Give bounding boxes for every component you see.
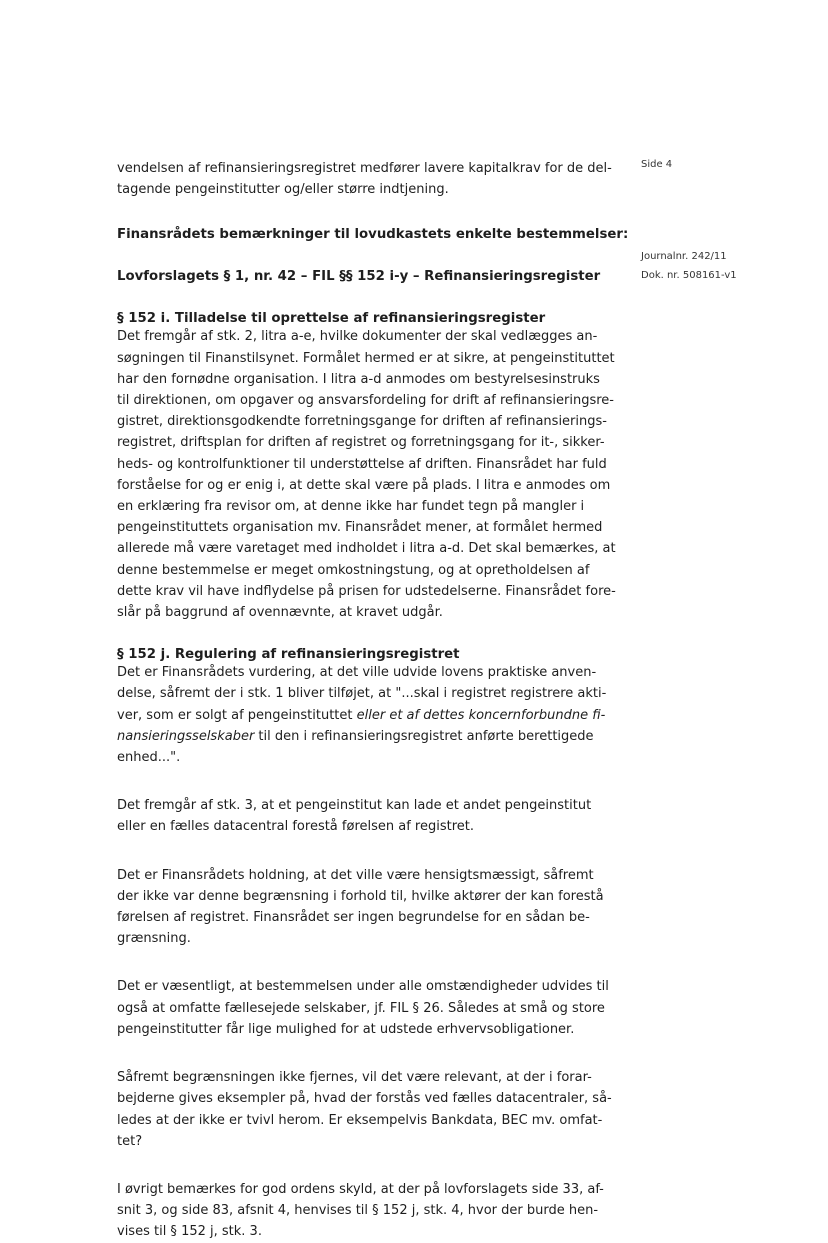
text-line: I øvrigt bemærkes for god ordens skyld, at der på lovforslagets side 33, af- bbox=[117, 1181, 604, 1197]
section-152j-title: § 152 j. Regulering af refinansieringsregistret bbox=[117, 647, 460, 663]
text-line: allerede må være varetaget med indholdet i litra a-d. Det skal bemærkes, at bbox=[117, 541, 616, 557]
section-152j-paragraph-4 bbox=[117, 976, 607, 1040]
italic-quote: eller et af dettes koncernforbundne fi- bbox=[356, 707, 606, 723]
document-body bbox=[117, 158, 629, 1243]
text-line: tet? bbox=[117, 1133, 143, 1149]
section-152j-paragraph-6 bbox=[117, 1179, 607, 1243]
text-line: pengeinstituttets organisation mv. Finansrådet mener, at formålet hermed bbox=[117, 520, 603, 536]
text-line: dette krav vil have indflydelse på prisen for udstedelserne. Finansrådet fore- bbox=[117, 583, 616, 599]
text-line: Det er Finansrådets vurdering, at det ville udvide lovens praktiske anven- bbox=[117, 665, 597, 681]
text-line: delse, såfremt der i stk. 1 bliver tilføjet, at "...skal i registret registrere akti- bbox=[117, 686, 607, 702]
text-line: Det er Finansrådets holdning, at det ville være hensigtsmæssigt, såfremt bbox=[117, 867, 594, 883]
document-number: Dok. nr. 508161-v1 bbox=[641, 270, 737, 281]
intro-line-2: tagende pengeinstitutter og/eller større indtjening. bbox=[117, 182, 449, 198]
text-line: vises til § 152 j, stk. 3. bbox=[117, 1224, 262, 1240]
text-line: en erklæring fra revisor om, at denne ikke har fundet tegn på mangler i bbox=[117, 499, 585, 515]
text-line: Såfremt begrænsningen ikke fjernes, vil det være relevant, at der i forar- bbox=[117, 1070, 592, 1086]
text-line: bejderne gives eksempler på, hvad der forstås ved fælles datacentraler, så- bbox=[117, 1091, 612, 1107]
journal-number: Journalnr. 242/11 bbox=[641, 251, 727, 262]
text-fragment: ver, som er solgt af pengeinstituttet bbox=[117, 707, 357, 723]
text-line: Det fremgår af stk. 3, at et pengeinstitut kan lade et andet pengeinstitut bbox=[117, 798, 592, 814]
intro-line-1: vendelsen af refinansieringsregistret medfører lavere kapitalkrav for de del- bbox=[117, 161, 612, 176]
text-line: Det er væsentligt, at bestemmelsen under alle omstændigheder udvides til bbox=[117, 979, 609, 995]
text-line: slår på baggrund af ovennævnte, at kravet udgår. bbox=[117, 605, 443, 621]
text-line bbox=[117, 726, 607, 747]
italic-quote: nansieringsselskaber bbox=[117, 728, 255, 744]
section-152j-paragraph-2 bbox=[117, 795, 607, 837]
comments-heading: Finansrådets bemærkninger til lovudkastets enkelte bestemmelser: bbox=[117, 227, 629, 243]
text-fragment: til den i refinansieringsregistret anførte berettigede bbox=[254, 728, 594, 744]
text-line: grænsning. bbox=[117, 931, 191, 947]
text-line: førelsen af registret. Finansrådet ser ingen begrundelse for en sådan be- bbox=[117, 910, 590, 926]
text-line bbox=[117, 705, 607, 726]
text-line: enhed...". bbox=[117, 750, 181, 766]
section-152j-paragraph-5 bbox=[117, 1067, 612, 1152]
section-152j-paragraph-3 bbox=[117, 865, 607, 950]
text-line: denne bestemmelse er meget omkostningstung, og at opretholdelsen af bbox=[117, 562, 590, 578]
text-line: pengeinstitutter får lige mulighed for at udstede erhvervsobligationer. bbox=[117, 1021, 575, 1037]
text-line: forståelse for og er enig i, at dette skal være på plads. I litra e anmodes om bbox=[117, 477, 611, 493]
text-line: har den fornødne organisation. I litra a-d anmodes om bestyrelsesinstruks bbox=[117, 371, 600, 387]
text-line: eller en fælles datacentral forestå førelsen af registret. bbox=[117, 819, 475, 835]
section-152i-title: § 152 i. Tilladelse til oprettelse af refinansieringsregister bbox=[117, 311, 546, 327]
text-line: Det fremgår af stk. 2, litra a-e, hvilke dokumenter der skal vedlægges an- bbox=[117, 329, 598, 345]
section-152i-paragraph bbox=[117, 326, 616, 623]
text-line: snit 3, og side 83, afsnit 4, henvises til § 152 j, stk. 4, hvor der burde hen- bbox=[117, 1203, 599, 1219]
text-line: gistret, direktionsgodkendte forretningsgange for driften af refinansierings- bbox=[117, 414, 607, 430]
text-line: der ikke var denne begrænsning i forhold til, hvilke aktører der kan forestå bbox=[117, 888, 604, 904]
text-line: heds- og kontrolfunktioner til understøttelse af driften. Finansrådet har fuld bbox=[117, 456, 607, 472]
law-section-heading: Lovforslagets § 1, nr. 42 – FIL §§ 152 i-y – Refinansieringsregister bbox=[117, 269, 601, 285]
text-line: også at omfatte fællesejede selskaber, jf. FIL § 26. Således at små og store bbox=[117, 1000, 605, 1016]
text-line: til direktionen, om opgaver og ansvarsfordeling for drift af refinansieringsre- bbox=[117, 393, 614, 409]
text-line: ledes at der ikke er tvivl herom. Er eksempelvis Bankdata, BEC mv. omfat- bbox=[117, 1112, 603, 1128]
section-152j-paragraph-1 bbox=[117, 662, 607, 768]
intro-paragraph bbox=[117, 158, 612, 200]
page-number: Side 4 bbox=[641, 159, 673, 170]
text-line: registret, driftsplan for driften af registret og forretningsgang for it-, sikker- bbox=[117, 435, 605, 451]
text-line: søgningen til Finanstilsynet. Formålet hermed er at sikre, at pengeinstituttet bbox=[117, 350, 615, 366]
